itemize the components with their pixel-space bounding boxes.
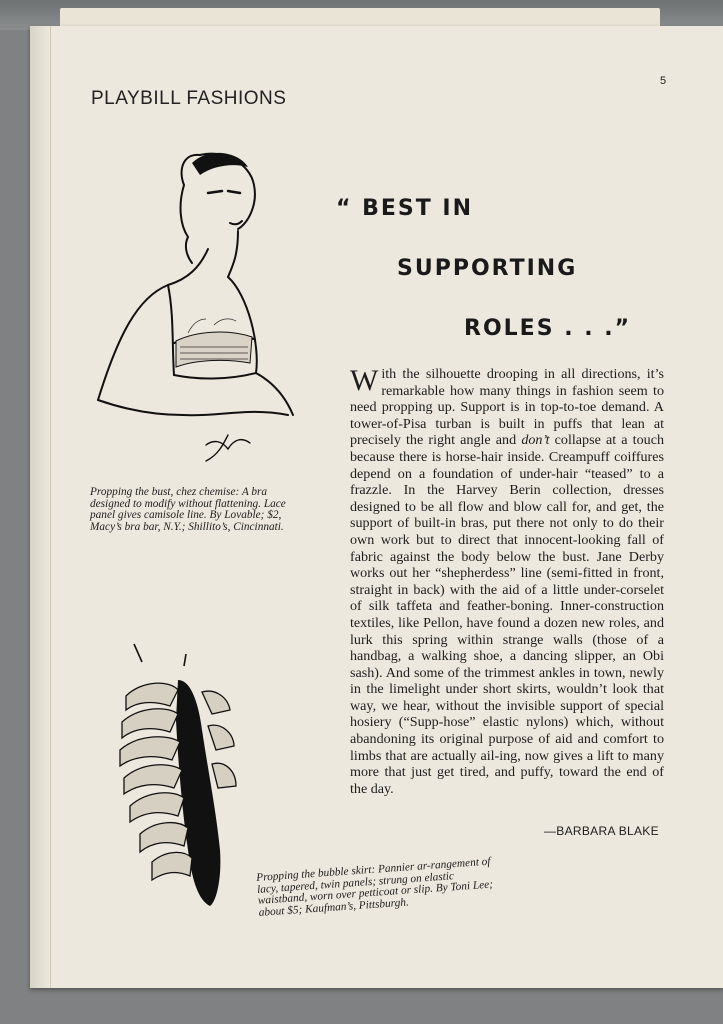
article-body-part-1: ith the silhouette drooping in all directions, it’s remarkable how many things in fashion seem to need propping up. Support is in top-to-toe demand. A tower-of-Pisa turban is built in puffs that lean at precisely the right angle and xyxy=(350,366,664,449)
skirt-illustration xyxy=(112,640,242,910)
article-body-emphasis: don’t xyxy=(521,432,550,449)
bra-illustration xyxy=(88,145,308,480)
article-body-part-2: collapse at a touch because there is horse-hair inside. Creampuff coiffures depend on a foundation of under-hair “teased” to a frazzle. In the Harvey Berin collection, dresses designed to be all flow and blow call for, and get, the support of built-in bras, put there not only to do their own work but to direct that innocent-looking fall of fabric against the body below the bust. Jane Derby works out her “shepherdess” line (semi-fitted in front, straight in back) with the aid of a little under-corselet of silk taffeta and feather-boning. Inner-construction textiles, like Pellon, have found a dozen new roles, and lurk this spring within strange walls (those of a handbag, a walking shoe, a dancing slipper, an Obi sash). And some of the trimmest ankles in town, newly in the limelight under short skirts, wouldn’t look that way, we hear, without the invisible support of special hosiery (“Supp-hose” elastic nylons) which, without abandoning its original purpose of aid and comfort to limbs that are actually ail-ing, now gives a lift to many more that just get tired, and puffy, toward the end of the day. xyxy=(350,432,664,797)
page-number: 5 xyxy=(660,75,667,87)
byline: —BARBARA BLAKE xyxy=(544,824,659,838)
article-body xyxy=(350,366,664,797)
section-label: PLAYBILL FASHIONS xyxy=(91,88,287,109)
caption-skirt: Propping the bubble skirt: Pannier ar-rangement of lacy, tapered, twin panels; strung on elastic waistband, worn over petticoat or slip. By Toni Lee; about $5; Kaufman’s, Pittsburgh. xyxy=(255,855,494,919)
headline-line-1: “ BEST IN xyxy=(336,196,474,221)
drop-cap: W xyxy=(350,364,379,397)
caption-bra: Propping the bust, chez chemise: A bra designed to modify without flattening. Lace panel gives camisole line. By Lovable; $2, Macy’s bra bar, N.Y.; Shillito’s, Cincinnati. xyxy=(90,486,286,533)
headline-line-3: ROLES . . .” xyxy=(464,316,632,341)
page-spine xyxy=(30,26,51,988)
headline-line-2: SUPPORTING xyxy=(397,256,578,281)
